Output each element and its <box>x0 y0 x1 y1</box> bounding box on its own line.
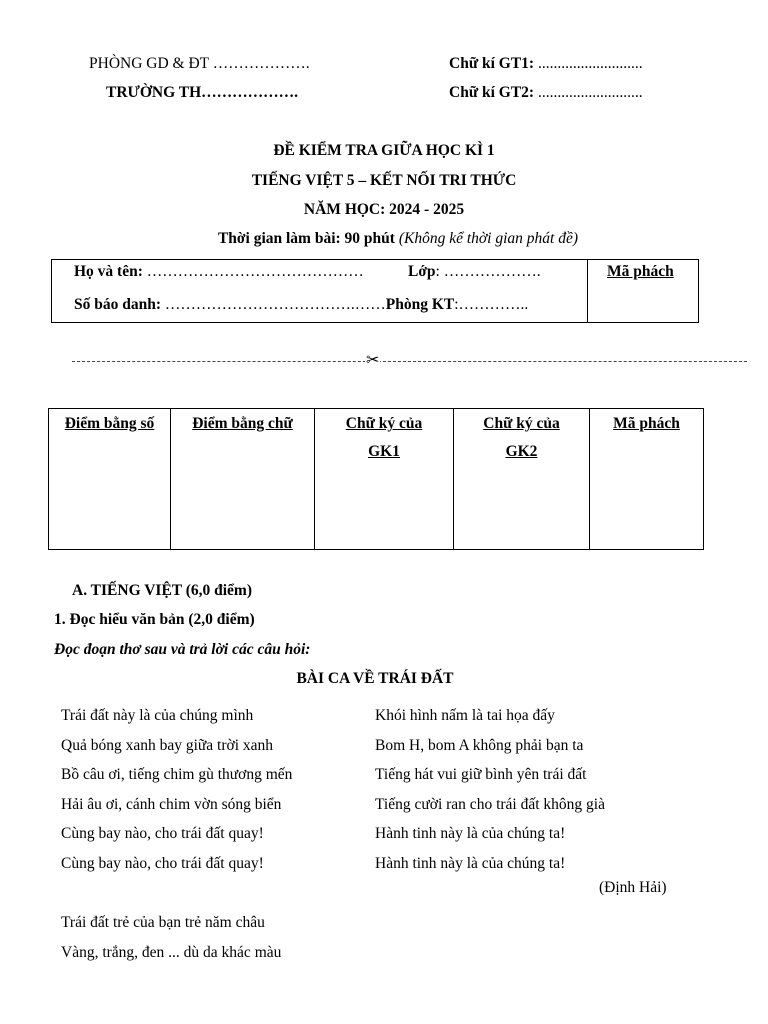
student-name-label: Họ và tên: <box>74 263 143 280</box>
reading-instruction: Đọc đoạn thơ sau và trả lời các câu hỏi: <box>54 641 311 658</box>
poem-line: Cùng bay nào, cho trái đất quay! <box>61 854 264 872</box>
poem-line: Tiếng hát vui giữ bình yên trái đất <box>375 766 587 784</box>
grader2-header-line2: GK2 <box>505 443 538 460</box>
examiner2-label: Chữ kí GT2: <box>449 84 535 101</box>
department-line: PHÒNG GD & ĐT ………………. <box>89 55 310 72</box>
poem-line: Trái đất này là của chúng mình <box>61 707 254 724</box>
poem-line: Hành tinh này là của chúng ta! <box>375 854 566 872</box>
school-line: TRƯỜNG TH………………. <box>106 84 299 101</box>
student-name-field[interactable] <box>74 263 364 281</box>
examiner1-dots: ........................... <box>534 55 643 72</box>
student-info-divider <box>587 260 588 322</box>
exam-title: ĐỀ KIỂM TRA GIỮA HỌC KÌ 1 <box>273 142 495 159</box>
grader1-header-line1: Chữ ký của <box>345 415 423 432</box>
time-limit-main: Thời gian làm bài: 90 phút <box>217 230 399 247</box>
class-dots: : ………………. <box>435 263 541 280</box>
school-year: NĂM HỌC: 2024 - 2025 <box>303 201 465 218</box>
scissors-icon: ✂ <box>366 352 380 369</box>
poem-line: Cùng bay nào, cho trái đất quay! <box>61 825 264 843</box>
examiner1-label: Chữ kí GT1: <box>449 55 535 72</box>
exam-room-label: Phòng KT <box>385 296 455 313</box>
class-field[interactable] <box>408 263 541 281</box>
exam-subject: TIẾNG VIỆT 5 – KẾT NỐI TRI THỨC <box>251 172 517 189</box>
time-limit-note: (Không kể thời gian phát đề) <box>398 230 579 247</box>
poem-title: BÀI CA VỀ TRÁI ĐẤT <box>296 670 454 687</box>
secret-code-label: Mã phách <box>607 263 674 280</box>
student-name-dots: …………………………………… <box>142 263 364 280</box>
candidate-number-field[interactable] <box>74 296 528 314</box>
poem-line: Hành tinh này là của chúng ta! <box>375 825 566 843</box>
class-label: Lớp <box>408 263 436 280</box>
subsection-heading: 1. Đọc hiểu văn bản (2,0 điểm) <box>54 611 255 628</box>
poem-line: Bồ câu ơi, tiếng chim gù thương mến <box>61 766 293 784</box>
score-words-cell[interactable] <box>171 409 315 550</box>
poem-left-column <box>61 701 292 879</box>
poem-line: Hải âu ơi, cánh chim vờn sóng biển <box>61 795 282 813</box>
poem-right-column <box>375 701 605 879</box>
student-info-box <box>51 259 699 323</box>
candidate-number-dots: ……………………………….…… <box>161 296 386 313</box>
secret-code-header: Mã phách <box>613 415 680 432</box>
score-words-header: Điểm bằng chữ <box>192 415 293 432</box>
time-limit <box>0 230 768 248</box>
grader2-signature-cell[interactable] <box>454 409 590 550</box>
exam-room-dots: :………….. <box>454 296 529 313</box>
examiner1-signature <box>449 55 643 73</box>
examiner2-dots: ........................... <box>534 84 643 101</box>
secret-code-cell[interactable] <box>590 409 704 550</box>
grading-table <box>48 408 704 550</box>
poem-line: Quả bóng xanh bay giữa trời xanh <box>61 736 274 754</box>
section-heading: A. TIẾNG VIỆT (6,0 điểm) <box>72 582 253 599</box>
poem-line: Tiếng cười ran cho trái đất không già <box>375 795 605 813</box>
poem-left-column-continued <box>61 908 281 967</box>
grader2-header-line1: Chữ ký của <box>483 415 560 432</box>
poem-line: Trái đất trẻ của bạn trẻ năm châu <box>61 914 265 931</box>
grader1-signature-cell[interactable] <box>315 409 454 550</box>
poem-line: Vàng, trắng, đen ... dù da khác màu <box>61 943 282 961</box>
grader1-header-line2: GK1 <box>368 443 400 460</box>
poem-line: Khói hình nấm là tai họa đấy <box>375 707 555 724</box>
score-number-header: Điểm bằng số <box>64 415 155 432</box>
poem-author: (Định Hải) <box>599 879 667 896</box>
examiner2-signature <box>449 84 643 102</box>
poem-line: Bom H, bom A không phải bạn ta <box>375 736 584 754</box>
score-number-cell[interactable] <box>49 409 171 550</box>
cut-line <box>72 361 747 362</box>
candidate-number-label: Số báo danh: <box>74 296 162 313</box>
